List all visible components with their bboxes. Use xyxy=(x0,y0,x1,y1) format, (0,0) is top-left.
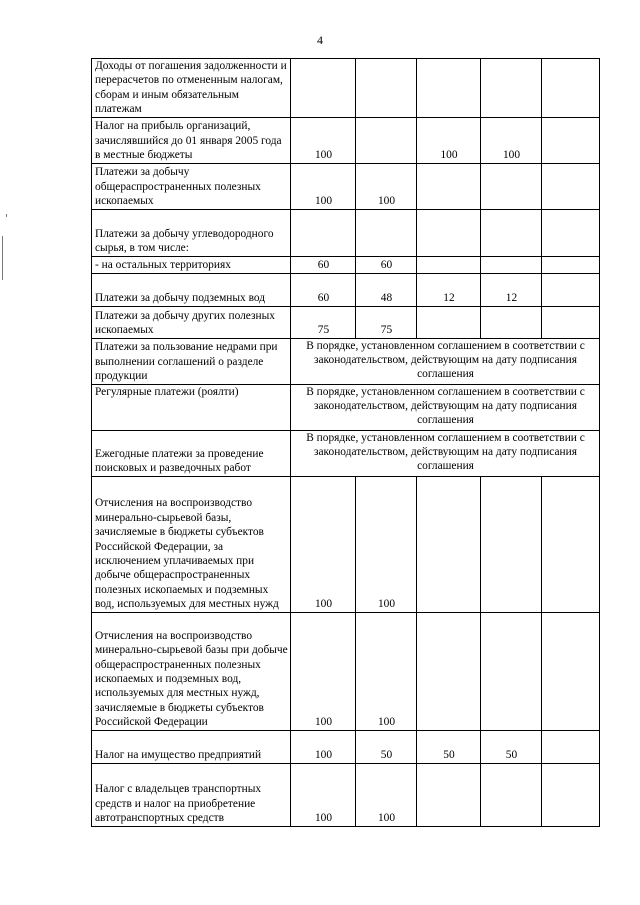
value-cell xyxy=(356,117,417,163)
value-cell: 50 xyxy=(417,730,481,763)
value-cell xyxy=(542,209,600,256)
revenue-name-cell: Налог с владельцев транспортных средств и налог на приобретение автотранспортных средств xyxy=(92,763,291,826)
value-cell xyxy=(417,209,481,256)
value-cell xyxy=(417,306,481,338)
revenue-name-cell: Налог на имущество предприятий xyxy=(92,730,291,763)
table-row xyxy=(92,163,600,209)
value-cell: 48 xyxy=(356,273,417,306)
table-row xyxy=(92,59,600,118)
value-cell: 50 xyxy=(481,730,542,763)
agreement-span-cell: В порядке, установленном соглашением в соответствии с законодательством, действующим на дату подписания соглашения xyxy=(291,384,600,430)
value-cell xyxy=(542,306,600,338)
value-cell xyxy=(291,209,356,256)
value-cell xyxy=(542,163,600,209)
value-cell: 60 xyxy=(291,256,356,273)
revenue-name-cell: Платежи за добычу общераспространенных полезных ископаемых xyxy=(92,163,291,209)
table-row xyxy=(92,763,600,826)
value-cell xyxy=(542,273,600,306)
agreement-span-cell: В порядке, установленном соглашением в соответствии с законодательством, действующим на дату подписания соглашения xyxy=(291,430,600,476)
revenue-name-cell: Доходы от погашения задолженности и перерасчетов по отмененным налогам, сборам и иным обязательным платежам xyxy=(92,59,291,118)
value-cell xyxy=(481,306,542,338)
value-cell: 12 xyxy=(417,273,481,306)
revenue-name-cell: Налог на прибыль организаций, зачислявшийся до 01 января 2005 года в местные бюджеты xyxy=(92,117,291,163)
value-cell: 100 xyxy=(417,117,481,163)
value-cell: 100 xyxy=(481,117,542,163)
value-cell xyxy=(542,59,600,118)
table-row xyxy=(92,384,600,430)
value-cell xyxy=(417,476,481,612)
value-cell xyxy=(481,763,542,826)
value-cell xyxy=(417,59,481,118)
value-cell xyxy=(481,163,542,209)
table-row xyxy=(92,256,600,273)
table-row xyxy=(92,209,600,256)
scan-artifact xyxy=(6,214,7,217)
value-cell xyxy=(481,476,542,612)
scan-artifact xyxy=(2,236,3,280)
table-row xyxy=(92,476,600,612)
value-cell: 100 xyxy=(356,763,417,826)
value-cell: 100 xyxy=(356,476,417,612)
value-cell xyxy=(542,763,600,826)
value-cell: 100 xyxy=(291,117,356,163)
value-cell: 50 xyxy=(356,730,417,763)
value-cell: 100 xyxy=(356,612,417,730)
value-cell xyxy=(417,763,481,826)
value-cell: 60 xyxy=(356,256,417,273)
value-cell xyxy=(542,612,600,730)
value-cell xyxy=(417,163,481,209)
table-row xyxy=(92,306,600,338)
budget-distribution-table xyxy=(91,58,600,827)
revenue-name-cell: Платежи за пользование недрами при выполнении соглашений о разделе продукции xyxy=(92,338,291,384)
value-cell xyxy=(356,209,417,256)
value-cell: 12 xyxy=(481,273,542,306)
table-row xyxy=(92,338,600,384)
revenue-name-cell: Платежи за добычу других полезных ископаемых xyxy=(92,306,291,338)
value-cell xyxy=(291,59,356,118)
revenue-name-cell: Платежи за добычу углеводородного сырья, в том числе: xyxy=(92,209,291,256)
value-cell xyxy=(481,612,542,730)
value-cell xyxy=(542,730,600,763)
table-row xyxy=(92,612,600,730)
value-cell: 100 xyxy=(291,612,356,730)
value-cell xyxy=(542,256,600,273)
page-number: 4 xyxy=(317,33,323,47)
value-cell xyxy=(481,256,542,273)
value-cell: 100 xyxy=(291,163,356,209)
value-cell xyxy=(417,256,481,273)
table-row xyxy=(92,730,600,763)
value-cell xyxy=(542,117,600,163)
value-cell xyxy=(356,59,417,118)
table-row xyxy=(92,430,600,476)
revenue-name-cell: Отчисления на воспроизводство минерально-сырьевой базы при добыче общераспространенных полезных ископаемых и подземных вод, используемых для местных нужд, зачисляемые в бюджеты субъектов Российской Федерации xyxy=(92,612,291,730)
revenue-name-cell: - на остальных территориях xyxy=(92,256,291,273)
value-cell: 75 xyxy=(356,306,417,338)
value-cell: 100 xyxy=(291,730,356,763)
value-cell: 100 xyxy=(356,163,417,209)
revenue-name-cell: Регулярные платежи (роялти) xyxy=(92,384,291,430)
agreement-span-cell: В порядке, установленном соглашением в соответствии с законодательством, действующим на дату подписания соглашения xyxy=(291,338,600,384)
value-cell: 100 xyxy=(291,763,356,826)
value-cell xyxy=(417,612,481,730)
table-row xyxy=(92,117,600,163)
revenue-name-cell: Ежегодные платежи за проведение поисковых и разведочных работ xyxy=(92,430,291,476)
table-row xyxy=(92,273,600,306)
revenue-name-cell: Платежи за добычу подземных вод xyxy=(92,273,291,306)
value-cell xyxy=(542,476,600,612)
value-cell: 60 xyxy=(291,273,356,306)
value-cell xyxy=(481,59,542,118)
value-cell: 75 xyxy=(291,306,356,338)
revenue-name-cell: Отчисления на воспроизводство минерально-сырьевой базы, зачисляемые в бюджеты субъектов Российской Федерации, за исключением уплачиваемых при добыче общераспространенных полезных ископаемых и подземных вод, используемых для местных нужд xyxy=(92,476,291,612)
value-cell xyxy=(481,209,542,256)
value-cell: 100 xyxy=(291,476,356,612)
